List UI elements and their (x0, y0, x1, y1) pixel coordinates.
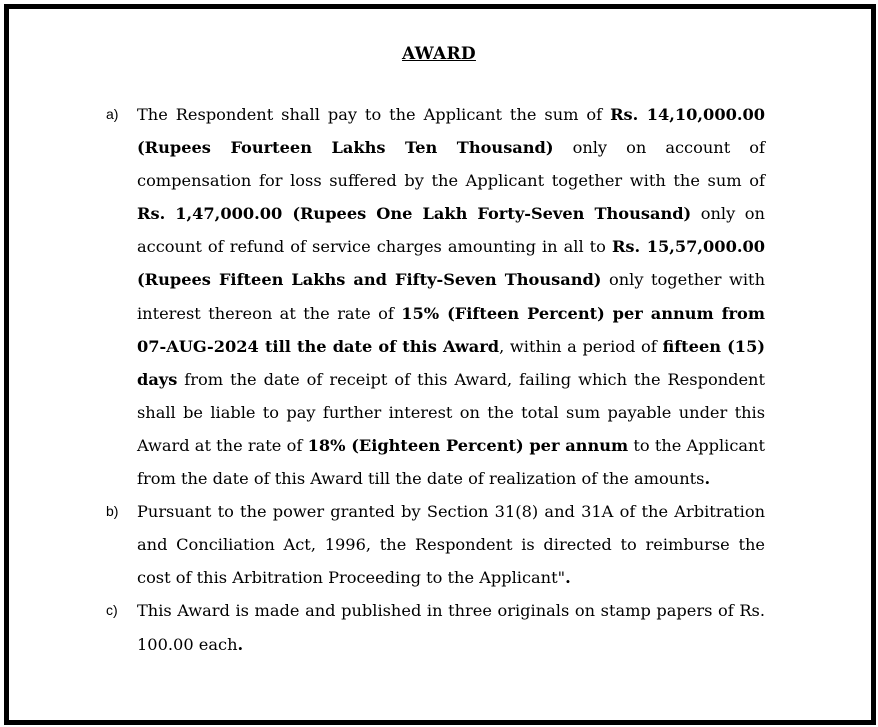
bold-text-run: Rs. 14,10,000.00 (Rupees Fourteen Lakhs Ten Thousand) (137, 105, 766, 158)
clause-text (137, 105, 765, 488)
clause-text (137, 502, 765, 587)
award-title: AWARD (402, 44, 476, 64)
text-run: Pursuant to the power granted by Section 31(8) and 31A of the Arbitration and Conciliation Act, 1996, the Respondent is directed to reimburse the cost of this Arbitration Proceeding to the Applicant" (137, 502, 765, 588)
clause-marker: c) (106, 602, 118, 619)
clause-marker: a) (106, 106, 119, 122)
clause-b (100, 495, 765, 594)
bold-text-run: fifteen (15) days (137, 336, 765, 389)
text-run: only on account of refund of service charges amounting in all to (137, 204, 765, 257)
text-run: The Respondent shall pay to the Applicant the sum of (137, 105, 611, 124)
text-run: only on account of compensation for loss suffered by the Applicant together with the sum of (137, 138, 766, 191)
bold-text-run: . (565, 568, 571, 588)
bold-text-run: 15% (Fifteen Percent) per annum from 07-AUG-2024 till the date of this Award (137, 303, 765, 356)
clause-c (100, 594, 765, 660)
bold-text-run: . (704, 469, 711, 489)
bold-text-run: Rs. 1,47,000.00 (Rupees One Lakh Forty-Seven Thousand) (137, 204, 692, 224)
bold-text-run: 18% (Eighteen Percent) per annum (307, 435, 629, 455)
bold-text-run: . (237, 634, 244, 654)
text-run: This Award is made and published in three originals on stamp papers of Rs. 100.00 each (137, 601, 765, 654)
clause-marker: b) (106, 503, 119, 520)
clause-text (137, 601, 765, 653)
bold-text-run: Rs. 15,57,000.00 (Rupees Fifteen Lakhs and Fifty-Seven Thousand) (137, 237, 765, 290)
text-run: from the date of receipt of this Award, failing which the Respondent shall be liable to pay further interest on the total sum payable under this Award at the rate of (137, 369, 765, 455)
award-clauses-list (100, 98, 765, 661)
text-run: only together with interest thereon at the rate of (137, 270, 765, 323)
text-run: , within a period of (499, 336, 663, 356)
text-run: to the Applicant from the date of this Award till the date of realization of the amounts (137, 435, 765, 489)
clause-a (100, 98, 765, 495)
